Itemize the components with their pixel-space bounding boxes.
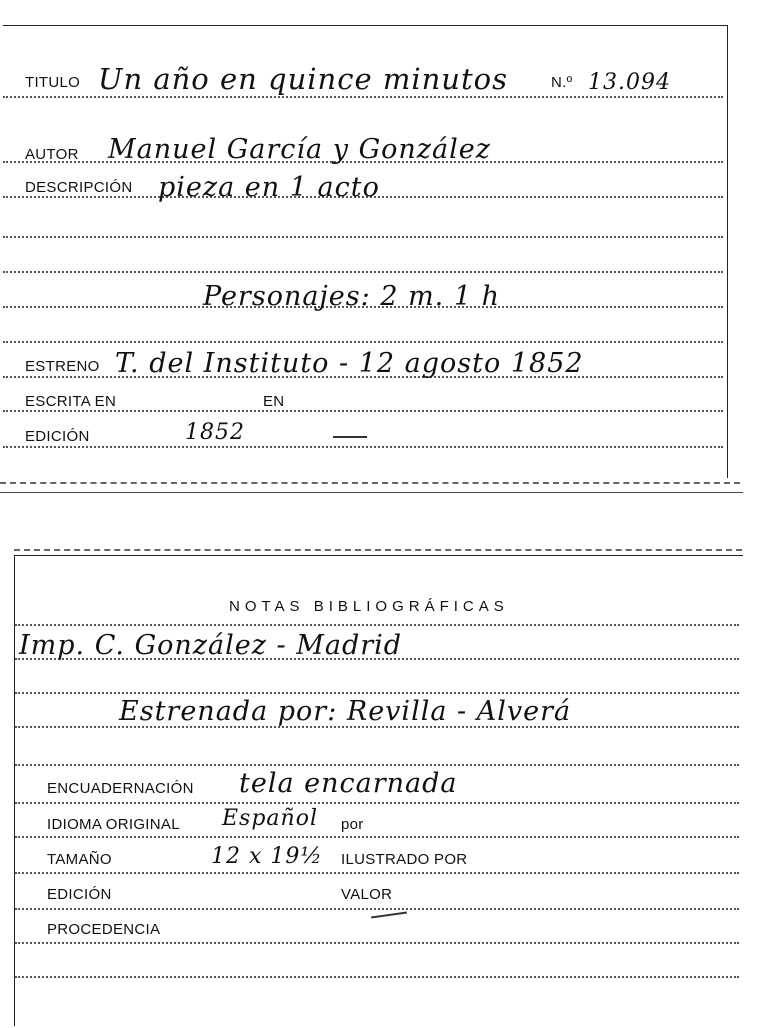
card-top-edge: [14, 549, 742, 551]
escrita-en-label: ESCRITA EN: [25, 393, 117, 410]
autor-label: AUTOR: [25, 146, 79, 163]
edicion-label: EDICIÓN: [47, 886, 112, 903]
pen-stroke: [333, 436, 367, 438]
card-bottom-edge: [0, 482, 740, 484]
procedencia-label: PROCEDENCIA: [47, 921, 161, 938]
numero-value: 13.094: [588, 70, 671, 95]
autor-value: Manuel García y González: [108, 134, 491, 165]
dotted-rule: [15, 802, 739, 804]
dotted-rule: [3, 96, 723, 98]
descripcion-label: DESCRIPCIÓN: [25, 179, 133, 196]
notes-line-2: Estrenada por: Revilla - Alverá: [119, 696, 572, 727]
dotted-rule: [15, 908, 739, 910]
titulo-value: Un año en quince minutos: [98, 62, 508, 96]
ilustrado-label: ILUSTRADO POR: [341, 851, 468, 868]
dotted-rule: [15, 836, 739, 838]
idioma-label: IDIOMA ORIGINAL: [47, 816, 180, 833]
tamano-label: TAMAÑO: [47, 851, 112, 868]
tamano-value: 12 x 19½: [211, 844, 323, 869]
notes-line-1: Imp. C. González - Madrid: [19, 630, 403, 661]
encuadernacion-label: ENCUADERNACIÓN: [47, 780, 194, 797]
edicion-label: EDICIÓN: [25, 428, 90, 445]
dotted-rule: [15, 692, 739, 694]
edicion-value: 1852: [185, 420, 245, 445]
dotted-rule: [15, 872, 739, 874]
encuadernacion-value: tela encarnada: [239, 768, 458, 799]
dotted-rule: [15, 764, 739, 766]
personajes-value: Personajes: 2 m. 1 h: [203, 281, 501, 312]
descripcion-value: pieza en 1 acto: [158, 172, 380, 203]
dotted-rule: [3, 410, 723, 412]
dotted-rule: [15, 942, 739, 944]
dotted-rule: [15, 624, 739, 626]
idioma-value: Español: [222, 806, 318, 831]
titulo-label: TITULO: [25, 74, 81, 91]
dotted-rule: [3, 341, 723, 343]
en-label: EN: [263, 393, 285, 410]
por-label: por: [341, 816, 364, 833]
notas-heading: NOTAS BIBLIOGRÁFICAS: [229, 598, 509, 615]
dotted-rule: [15, 976, 739, 978]
estreno-value: T. del Instituto - 12 agosto 1852: [115, 348, 584, 379]
card-divider: [0, 492, 743, 493]
valor-label: VALOR: [341, 886, 393, 903]
estreno-label: ESTRENO: [25, 358, 100, 375]
dotted-rule: [3, 236, 723, 238]
catalog-card-top: [3, 25, 728, 478]
dotted-rule: [3, 271, 723, 273]
numero-prefix: N.º: [551, 74, 573, 91]
dotted-rule: [3, 446, 723, 448]
pen-stroke: [371, 912, 407, 919]
catalog-card-bottom: [14, 555, 743, 1026]
